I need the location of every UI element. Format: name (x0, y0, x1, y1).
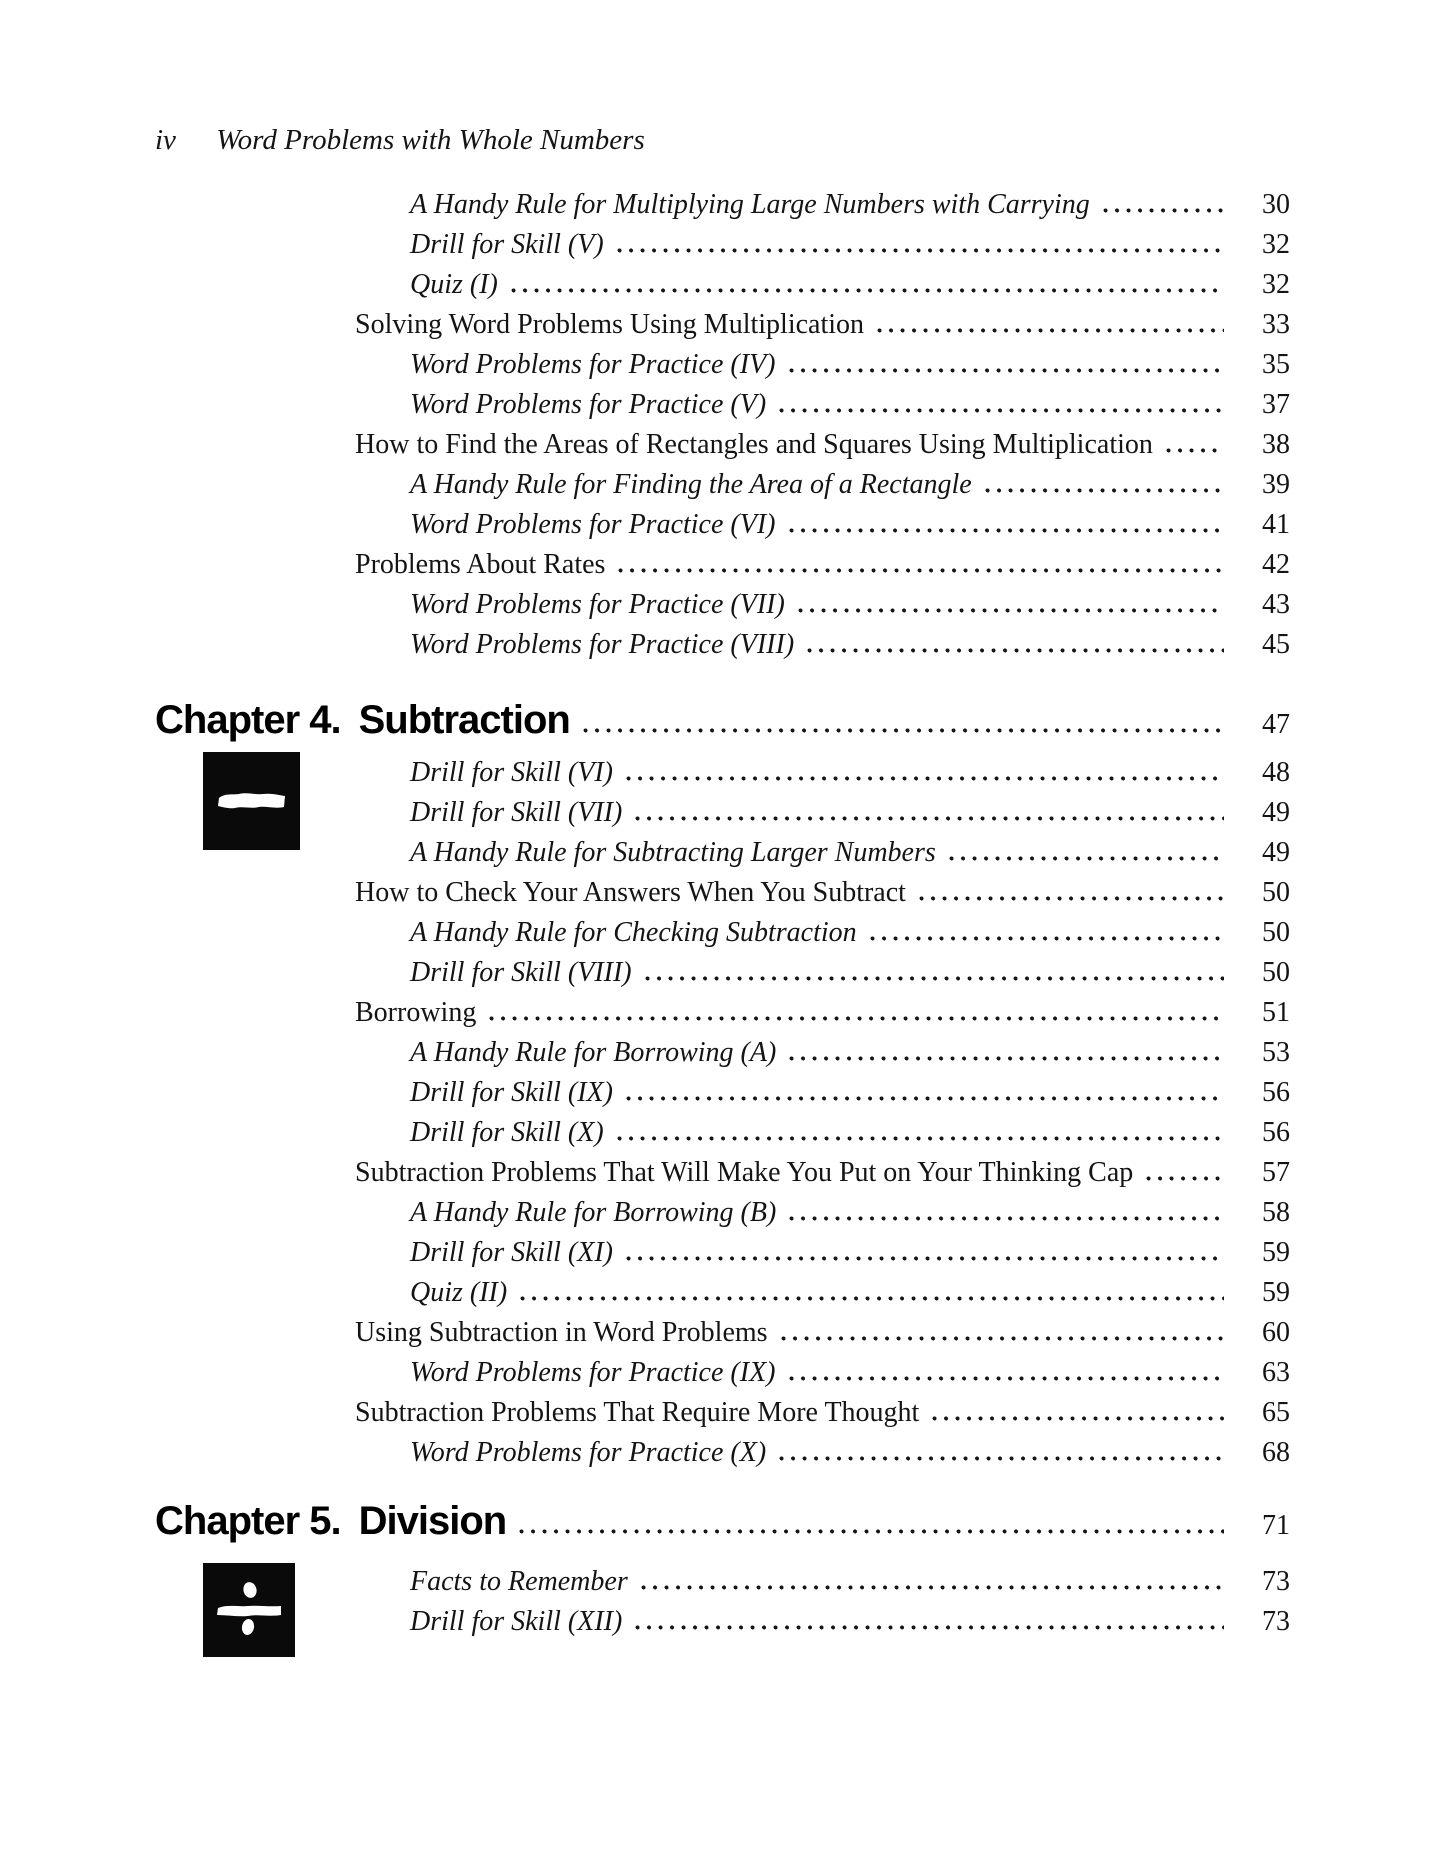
toc-entry (155, 465, 1290, 505)
toc-entry-page: 41 (1262, 509, 1290, 540)
chapter-page: 71 (1262, 1510, 1290, 1541)
toc-entry (155, 1313, 1290, 1353)
dot-leader (1166, 448, 1224, 453)
dot-leader (932, 1416, 1224, 1421)
toc-entry-page: 50 (1262, 877, 1290, 908)
toc-entry (155, 1233, 1290, 1273)
toc-entry (155, 625, 1290, 665)
dot-leader (919, 896, 1224, 901)
toc-entry-page: 65 (1262, 1397, 1290, 1428)
dot-leader (807, 648, 1224, 653)
dot-leader (798, 608, 1224, 613)
dot-leader (789, 1216, 1224, 1221)
dot-leader (779, 408, 1224, 413)
toc-entry-page: 68 (1262, 1437, 1290, 1468)
dot-leader (511, 288, 1224, 293)
toc-entry (155, 345, 1290, 385)
toc-entry (155, 953, 1290, 993)
toc-entry-label: A Handy Rule for Borrowing (A) (410, 1037, 777, 1068)
dot-leader (641, 1585, 1224, 1590)
toc-entry-label: Problems About Rates (355, 549, 606, 580)
dot-leader (870, 936, 1224, 941)
dot-leader (635, 816, 1224, 821)
dot-leader (489, 1016, 1224, 1021)
toc-entry (155, 1033, 1290, 1073)
toc-entry-page: 56 (1262, 1077, 1290, 1108)
running-header (155, 120, 645, 160)
chapter-label: Chapter 4. (155, 698, 341, 742)
toc-entry-page: 39 (1262, 469, 1290, 500)
toc-entry-page: 30 (1262, 189, 1290, 220)
toc-entry (155, 873, 1290, 913)
toc-entry (155, 1433, 1290, 1473)
toc-entry (155, 1073, 1290, 1113)
toc-entry-page: 38 (1262, 429, 1290, 460)
toc-entry (155, 1602, 1290, 1642)
toc-entry (155, 385, 1290, 425)
toc-entry (155, 225, 1290, 265)
dot-leader (520, 1296, 1224, 1301)
toc-entry-label: Drill for Skill (XI) (410, 1237, 613, 1268)
toc-entry (155, 1562, 1290, 1602)
toc-entry-label: Word Problems for Practice (V) (410, 389, 767, 420)
toc-entry-page: 45 (1262, 629, 1290, 660)
minus-glyph (203, 752, 300, 850)
toc-entry (155, 1153, 1290, 1193)
toc-entry-label: Drill for Skill (VIII) (410, 957, 632, 988)
chapter-title: Subtraction (358, 698, 570, 742)
division-glyph (203, 1563, 295, 1657)
toc-entry-label: How to Check Your Answers When You Subtract (355, 877, 906, 908)
dot-leader (781, 1336, 1224, 1341)
dot-leader (618, 568, 1224, 573)
toc-entry-page: 59 (1262, 1237, 1290, 1268)
toc-entry-label: Word Problems for Practice (VIII) (410, 629, 795, 660)
toc-entry-page: 33 (1262, 309, 1290, 340)
toc-entry-label: Drill for Skill (XII) (410, 1606, 623, 1637)
toc-entry-page: 50 (1262, 957, 1290, 988)
toc-entry-page: 50 (1262, 917, 1290, 948)
chapter-title: Division (358, 1499, 507, 1543)
toc-entry-page: 37 (1262, 389, 1290, 420)
toc-entry-label: Word Problems for Practice (X) (410, 1437, 767, 1468)
toc-entry-page: 56 (1262, 1117, 1290, 1148)
toc-entry (155, 753, 1290, 793)
dot-leader (789, 528, 1225, 533)
toc-entry-page: 43 (1262, 589, 1290, 620)
dot-leader (1103, 208, 1224, 213)
dot-leader (779, 1456, 1224, 1461)
dot-leader (949, 856, 1224, 861)
toc-entry (155, 1353, 1290, 1393)
dot-leader (1146, 1176, 1224, 1181)
toc-entry-page: 57 (1262, 1157, 1290, 1188)
toc-entry-page: 73 (1262, 1606, 1290, 1637)
toc-entry-label: Word Problems for Practice (VII) (410, 589, 785, 620)
division-icon (203, 1563, 295, 1657)
toc-entry-label: Using Subtraction in Word Problems (355, 1317, 768, 1348)
toc-entry-label: Drill for Skill (X) (410, 1117, 604, 1148)
dot-leader (789, 368, 1225, 373)
toc-entry-page: 53 (1262, 1037, 1290, 1068)
toc-entry-label: Word Problems for Practice (IX) (410, 1357, 776, 1388)
toc-entry (155, 1193, 1290, 1233)
toc-entry (155, 913, 1290, 953)
toc-entry (155, 505, 1290, 545)
toc-entry (155, 305, 1290, 345)
toc-entry-label: A Handy Rule for Borrowing (B) (410, 1197, 777, 1228)
toc-entry-label: Borrowing (355, 997, 477, 1028)
toc-entry (155, 993, 1290, 1033)
toc-entry-page: 63 (1262, 1357, 1290, 1388)
toc-entry-page: 32 (1262, 269, 1290, 300)
toc-entry-page: 58 (1262, 1197, 1290, 1228)
toc-entry-label: A Handy Rule for Subtracting Larger Numbers (410, 837, 936, 868)
toc-entry-page: 49 (1262, 837, 1290, 868)
toc-entry-label: Quiz (I) (410, 269, 498, 300)
dot-leader (789, 1376, 1225, 1381)
chapter-heading (155, 1491, 1290, 1551)
toc-entry-label: A Handy Rule for Checking Subtraction (410, 917, 857, 948)
toc-entry-page: 73 (1262, 1566, 1290, 1597)
dot-leader (583, 728, 1224, 733)
toc-entry-label: Solving Word Problems Using Multiplication (355, 309, 865, 340)
dot-leader (645, 976, 1224, 981)
toc-entry-label: Word Problems for Practice (IV) (410, 349, 776, 380)
toc-entry-page: 35 (1262, 349, 1290, 380)
toc-entry-label: Facts to Remember (410, 1566, 628, 1597)
toc-entry (155, 793, 1290, 833)
dot-leader (635, 1625, 1224, 1630)
table-of-contents (155, 185, 1290, 1642)
toc-entry-page: 59 (1262, 1277, 1290, 1308)
toc-entry (155, 1393, 1290, 1433)
toc-entry-label: Drill for Skill (VI) (410, 757, 613, 788)
toc-entry (155, 585, 1290, 625)
toc-entry-page: 60 (1262, 1317, 1290, 1348)
toc-entry-label: Subtraction Problems That Will Make You Put on Your Thinking Cap (355, 1157, 1134, 1188)
toc-entry (155, 545, 1290, 585)
dot-leader (789, 1056, 1224, 1061)
chapter-heading (155, 690, 1290, 750)
toc-entry-label: Subtraction Problems That Require More Thought (355, 1397, 920, 1428)
toc-entry-label: Quiz (II) (410, 1277, 508, 1308)
dot-leader (617, 248, 1224, 253)
toc-entry (155, 425, 1290, 465)
toc-entry (155, 833, 1290, 873)
toc-entry-label: A Handy Rule for Finding the Area of a Rectangle (410, 469, 972, 500)
toc-entry-label: Drill for Skill (IX) (410, 1077, 613, 1108)
dot-leader (519, 1529, 1224, 1534)
toc-entry-label: Drill for Skill (V) (410, 229, 604, 260)
toc-entry-label: Drill for Skill (VII) (410, 797, 623, 828)
chapter-label: Chapter 5. (155, 1499, 341, 1543)
toc-entry-page: 49 (1262, 797, 1290, 828)
toc-entry-label: How to Find the Areas of Rectangles and Squares Using Multiplication (355, 429, 1153, 460)
toc-entry-page: 32 (1262, 229, 1290, 260)
dot-leader (617, 1136, 1224, 1141)
dot-leader (626, 1096, 1224, 1101)
toc-entry (155, 1113, 1290, 1153)
running-title: Word Problems with Whole Numbers (216, 124, 645, 156)
toc-entry-page: 51 (1262, 997, 1290, 1028)
toc-entry (155, 265, 1290, 305)
toc-entry-label: A Handy Rule for Multiplying Large Numbers with Carrying (410, 189, 1090, 220)
toc-entry (155, 185, 1290, 225)
toc-entry-page: 42 (1262, 549, 1290, 580)
minus-icon (203, 752, 300, 850)
dot-leader (626, 776, 1224, 781)
dot-leader (626, 1256, 1224, 1261)
toc-entry-label: Word Problems for Practice (VI) (410, 509, 776, 540)
folio-page-number: iv (155, 124, 176, 156)
dot-leader (877, 328, 1224, 333)
toc-entry (155, 1273, 1290, 1313)
toc-entry-page: 48 (1262, 757, 1290, 788)
chapter-page: 47 (1262, 709, 1290, 740)
dot-leader (985, 488, 1224, 493)
